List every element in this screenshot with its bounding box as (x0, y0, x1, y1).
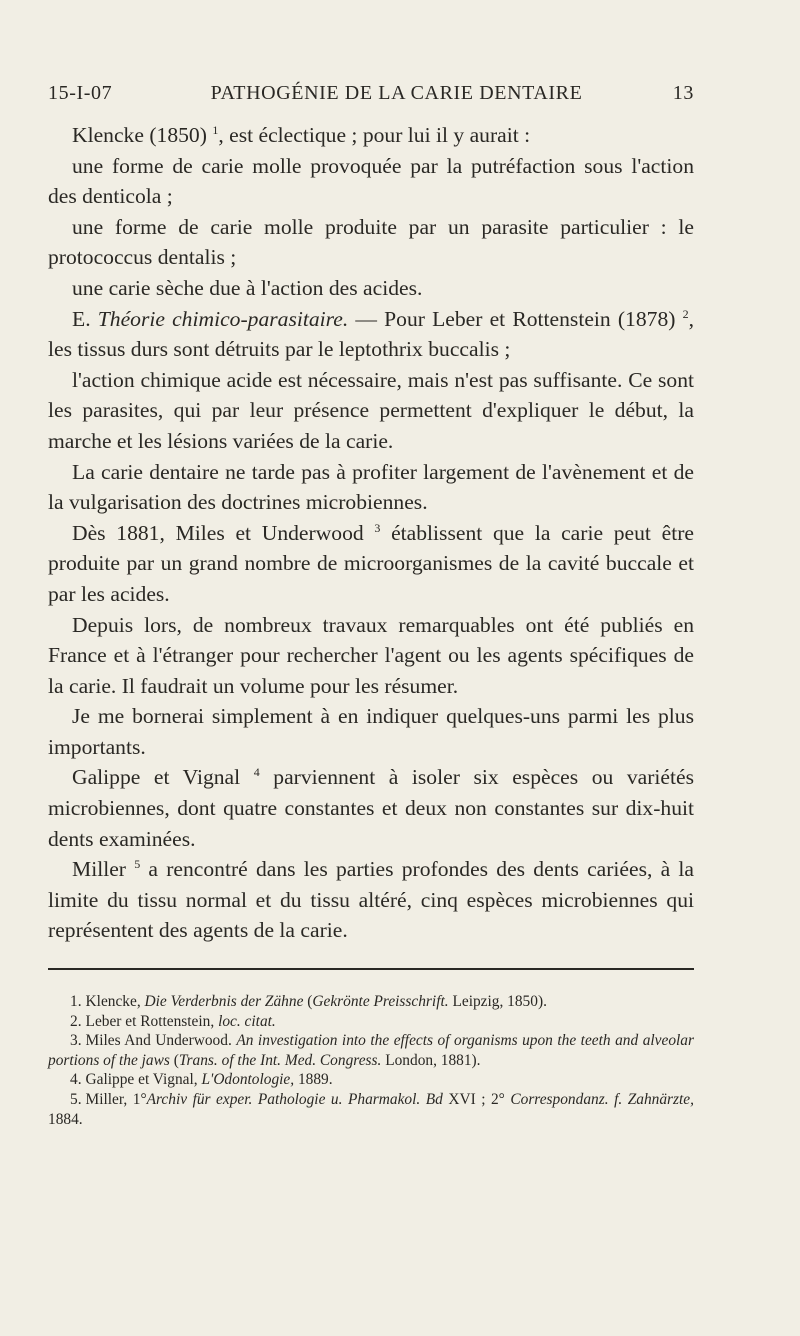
paragraph: une forme de carie molle produite par un parasite particulier : le protococcus dentalis ; (48, 214, 694, 270)
footnote: 2. Leber et Rottenstein, loc. citat. (70, 1012, 276, 1030)
paragraph: Je me bornerai simplement à en indiquer quelques-uns parmi les plus importants. (48, 704, 694, 759)
header-date: 15-I-07 (48, 82, 113, 104)
paragraph-miller: Miller $^5$ a rencontré dans les parties profondes des dents cariées, à la limite du tissu normal et du tissu altéré, cinq espèces microbiennes qui représentent des agents de la carie. (48, 857, 694, 943)
paragraph: La carie dentaire ne tarde pas à profiter largement de l'avènement et de la vulgarisation des doctrines microbiennes. (48, 459, 694, 515)
paragraph: une carie sèche due à l'action des acides. (72, 275, 423, 300)
footnote: 1. Klencke, Die Verderbnis der Zähne (Gekrönte Preisschrift. Leipzig, 1850). (70, 993, 547, 1011)
footnote-ref: 5 (134, 857, 141, 872)
paragraph-miles: Dès 1881, Miles et Underwood $^3$ établissent que la carie peut être produite par un grand nombre de microorganismes de la cavité buccale et par les acides. (48, 520, 694, 606)
paragraph: l'action chimique acide est nécessaire, mais n'est pas suffisante. Ce sont les parasites, qui par leur présence permettent d'expliquer le début, la marche et les lésions variées de la carie. (48, 367, 694, 453)
footnote-divider (48, 968, 694, 970)
footnote-ref: 2 (682, 306, 689, 321)
footnote-ref: 4 (253, 765, 260, 780)
footnotes (48, 992, 694, 1129)
paragraph-theory-heading: E. Théorie chimico-parasitaire. — Pour Leber et Rottenstein (1878) $^2$, les tissus durs sont détruits par le leptothrix buccalis ; (48, 306, 695, 362)
body-text (48, 120, 694, 946)
running-head (48, 82, 694, 116)
footnote: 5. Miller, 1°Archiv für exper. Pathologie u. Pharmakol. Bd XVI ; 2° Correspondanz. f. Zahnärzte, 1884. (48, 1091, 694, 1128)
section-letter: E. (72, 306, 91, 331)
footnote-ref: 3 (374, 520, 381, 535)
paragraph-klencke: Klencke (1850) $^1$, est éclectique ; pour lui il y aurait : (72, 122, 531, 147)
page-number: 13 (672, 82, 694, 104)
footnote: 4. Galippe et Vignal, L'Odontologie, 1889. (70, 1071, 333, 1089)
paragraph: Depuis lors, de nombreux travaux remarquables ont été publiés en France et à l'étranger pour rechercher l'agent ou les agents spécifiques de la carie. Il faudrait un volume pour les résumer. (48, 612, 694, 698)
header-title: PATHOGÉNIE DE LA CARIE DENTAIRE (210, 82, 583, 104)
paragraph-galippe: Galippe et Vignal $^4$ parviennent à isoler six espèces ou variétés microbiennes, dont quatre constantes et deux non constantes sur dix-huit dents examinées. (48, 765, 694, 851)
section-title: Théorie chimico-parasitaire. (97, 306, 349, 331)
paragraph: une forme de carie molle provoquée par la putréfaction sous l'action des denticola ; (48, 153, 694, 209)
footnote: 3. Miles And Underwood. An investigation into the effects of organisms upon the teeth and alveolar portions of the jaws (Trans. of the Int. Med. Congress. London, 1881). (48, 1032, 694, 1069)
footnote-ref: 1 (212, 122, 219, 137)
book-page (48, 82, 694, 1129)
